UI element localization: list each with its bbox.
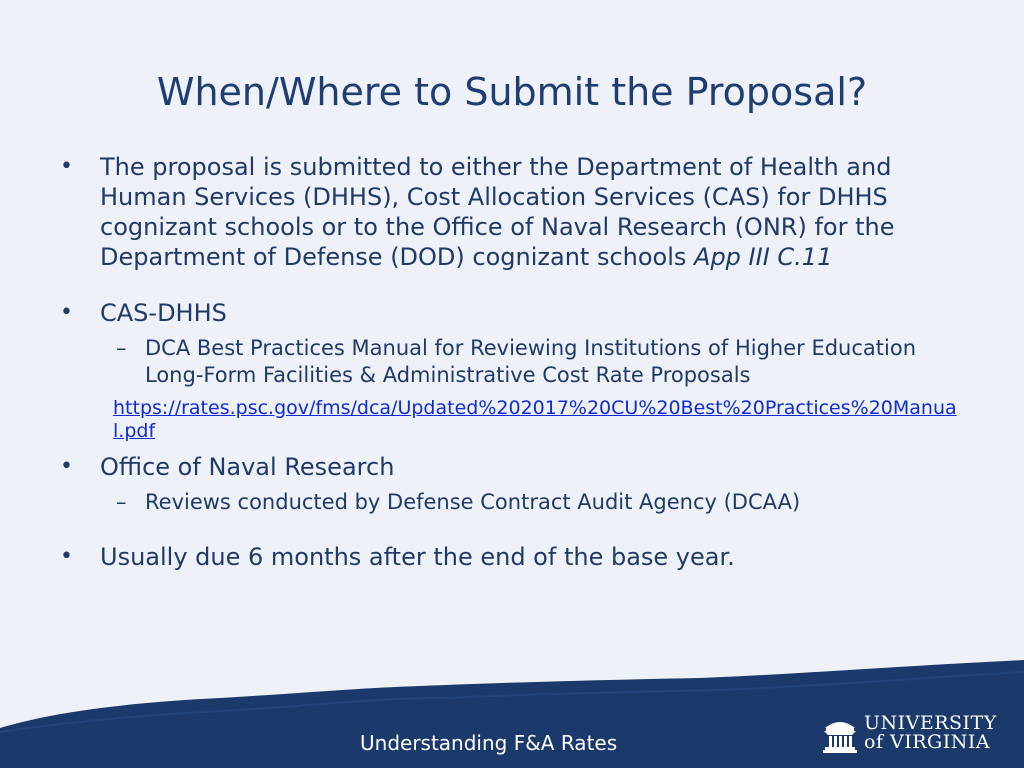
slide-title: When/Where to Submit the Proposal? [156,70,868,114]
logo-wordmark [864,714,997,752]
bullet-onr: Office of Naval Research [100,453,395,481]
sub-bullet-dcaa: Reviews conducted by Defense Contract Audit Agency (DCAA) [145,490,801,514]
sub-bullet-marker: – [116,490,127,514]
bullet-submission-agencies [100,152,960,272]
logo-line-virginia: of VIRGINIA [864,731,991,753]
bullet-marker: • [60,154,73,179]
logo-line-university: UNIVERSITY [864,712,997,734]
bullet-text: The proposal is submitted to either the Department of Health and Human Services (DHHS), Cost Allocation Services (CAS) for DHHS cognizant schools or to the Office of Naval Research (ONR) for the Department of Defense (DOD) cognizant schools [100,153,895,271]
dca-manual-link[interactable]: https://rates.psc.gov/fms/dca/Updated%202017%20CU%20Best%20Practices%20Manual.pdf [113,397,957,442]
bullet-cas-dhhs: CAS-DHHS [100,299,227,327]
footer-text: Understanding F&A Rates [360,731,618,755]
sub-bullet-dca-manual: DCA Best Practices Manual for Reviewing Institutions of Higher Education Long-Form Facilities & Administrative Cost Rate Proposals [145,336,917,387]
bullet-marker: • [60,300,73,325]
bullet-due-date: Usually due 6 months after the end of the base year. [100,543,735,571]
citation: App III C.11 [694,243,833,271]
bullet-marker: • [60,454,73,479]
rotunda-icon [822,714,858,754]
uva-logo [822,712,997,758]
bullet-marker: • [60,544,73,569]
sub-bullet-marker: – [116,336,127,360]
